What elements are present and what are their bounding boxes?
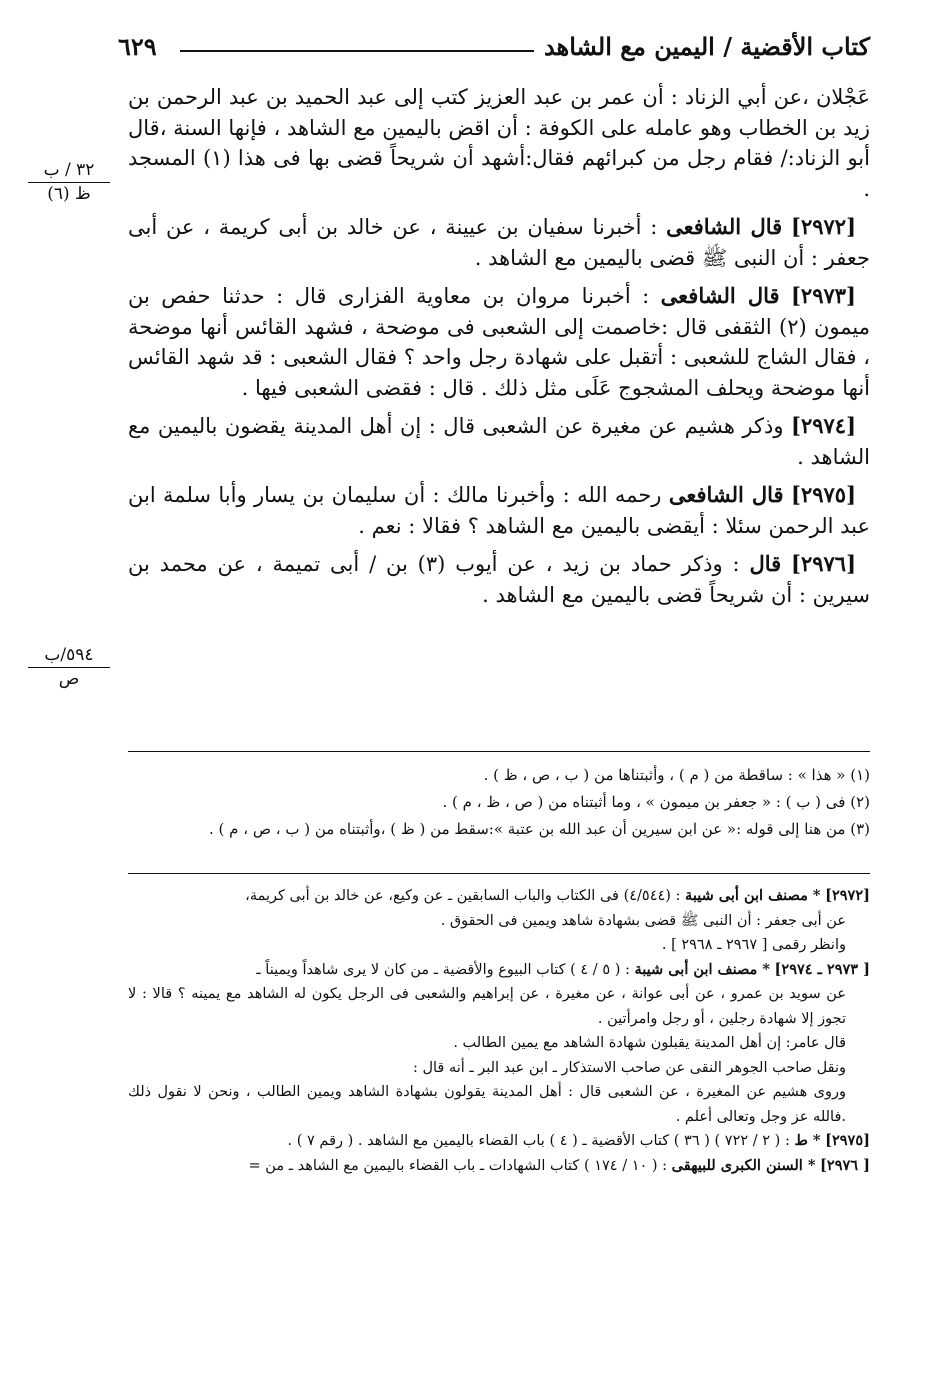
takhrij-number: [٢٩٧٥]: [825, 1132, 870, 1149]
margin-note-top: ٣٢ / ب: [28, 160, 110, 183]
header-title: كتاب الأقضية / اليمين مع الشاهد: [534, 32, 870, 61]
takhrij-rule: [128, 873, 870, 874]
paragraph-text: : أخبرنا سفيان بن عيينة ، عن خالد بن أبى كريمة ، عن أبى جعفر : أن النبى ﷺ قضى باليمين مع الشاهد .: [128, 215, 870, 270]
takhrij-text: : ( ١٠ / ١٧٤ ) كتاب الشهادات ـ باب القضاء باليمين مع الشاهد ـ من =: [248, 1157, 668, 1174]
paragraph-number: [٢٩٧٢]: [791, 214, 856, 239]
takhrij-source: * ط: [794, 1132, 821, 1149]
takhrij-text: قال عامر: إن أهل المدينة يقبلون شهادة الشاهد مع يمين الطالب .: [453, 1035, 846, 1051]
takhrij-text: وانظر رقمى [ ٢٩٦٧ ـ ٢٩٦٨ ] .: [661, 937, 846, 953]
paragraph-number: [٢٩٧٥]: [791, 482, 856, 507]
takhrij-entry: [128, 933, 870, 958]
paragraph-text: رحمه الله : وأخبرنا مالك : أن سليمان بن يسار وأبا سلمة ابن عبد الرحمن سئلا : أيقضى باليمين مع الشاهد ؟ فقالا : نعم .: [128, 483, 870, 538]
paragraph-speaker: قال الشافعى: [666, 214, 783, 239]
takhrij-entry: [128, 1031, 870, 1056]
margin-note-bottom: ص: [58, 669, 80, 689]
paragraph-text: عَجْلان ،عن أبي الزناد : أن عمر بن عبد العزيز كتب إلى عبد الحميد بن عبد الرحمن بن زيد بن الخطاب وهو عامله على الكوفة : أن اقض باليمين مع الشاهد ، فإنها السنة ،قال أبو الزناد:/ فقام رجل من كبرائهم فقال:أشهد أن شريحاً قضى بها فى هذا (١) المسجد .: [128, 85, 870, 201]
paragraph-speaker: قال الشافعى: [660, 283, 780, 308]
footnote: (١) « هذا » : ساقطة من ( م ) ، وأثبتناها من ( ب ، ص ، ظ ) .: [483, 766, 870, 784]
takhrij-entry: [128, 1080, 870, 1129]
takhrij-text: وروى هشيم عن المغيرة ، عن الشعبى قال : أهل المدينة يقولون بشهادة الشاهد ويمين الطالب ، ونحن لا نقول ذلك .فالله عز وجل وتعالى أعلم .: [128, 1084, 846, 1125]
takhrij-text: : (٤/٥٤٤) فى الكتاب والباب السابقين ـ عن وكيع، عن خالد بن أبى كريمة،: [245, 888, 681, 904]
text-paragraph: [128, 281, 870, 403]
takhrij-entry: [128, 909, 870, 934]
takhrij-entry: [128, 1056, 870, 1081]
takhrij-number: [٢٩٧٢]: [825, 887, 870, 904]
takhrij-entry: [128, 1154, 870, 1179]
takhrij-text: ونقل صاحب الجوهر النقى عن صاحب الاستذكار ـ ابن عبد البر ـ أنه قال :: [412, 1059, 846, 1076]
takhrij-references: [128, 884, 870, 1178]
takhrij-source: * مصنف ابن أبى شيبة: [634, 960, 770, 978]
text-paragraph: [128, 212, 870, 273]
paragraph-number: [٢٩٧٣]: [790, 283, 856, 308]
takhrij-entry: [128, 958, 870, 983]
paragraph-text: وذكر هشيم عن مغيرة عن الشعبى قال : إن أهل المدينة يقضون باليمين مع الشاهد .: [128, 414, 870, 469]
takhrij-entry: [128, 982, 870, 1031]
paragraph-speaker: قال الشافعى: [668, 482, 784, 507]
text-paragraph: [128, 411, 870, 472]
takhrij-number: [ ٢٩٧٦]: [820, 1156, 870, 1174]
takhrij-text: عن سويد بن عمرو ، عن أبى عوانة ، عن مغيرة ، عن إبراهيم والشعبى فى الرجل يكون له الشاهد مع يمينه ؟ قالا : لا تجوز إلا شهادة رجلين ، أو رجل وامرأتين .: [128, 986, 846, 1027]
takhrij-source: * السنن الكبرى للبيهقى: [671, 1156, 816, 1174]
page-number: ٦٢٩: [118, 32, 165, 61]
main-text: [128, 82, 870, 618]
margin-note-bottom: ظ (٦): [47, 184, 91, 204]
margin-note: [28, 160, 110, 205]
text-paragraph: [128, 480, 870, 541]
paragraph-number: [٢٩٧٦]: [791, 551, 856, 576]
paragraph-text: : وذكر حماد بن زيد ، عن أيوب (٣) بن / أبى تميمة ، عن محمد بن سيرين : أن شريحاً قضى باليمين مع الشاهد .: [128, 552, 870, 607]
running-header: [118, 30, 870, 70]
paragraph-speaker: قال: [749, 551, 782, 576]
header-rule: [180, 50, 590, 52]
footnotes: [128, 762, 870, 843]
footnote: (٢) فى ( ب ) : « جعفر بن ميمون » ، وما أثبتناه من ( ص ، ظ ، م ) .: [442, 793, 870, 811]
takhrij-text: : ( ٥ / ٤ ) كتاب البيوع والأقضية ـ من كان لا يرى شاهداً ويميناً ـ: [256, 961, 630, 978]
takhrij-text: عن أبى جعفر : أن النبى ﷺ قضى بشهادة شاهد ويمين فى الحقوق .: [440, 912, 846, 929]
margin-note-top: ٥٩٤/ب: [28, 645, 110, 668]
footnote-rule: [128, 751, 870, 752]
takhrij-text: : ( ٢ / ٧٢٢ ) ( ٣٦ ) كتاب الأقضية ـ ( ٤ ) باب القضاء باليمين مع الشاهد . ( رقم ٧ ) .: [287, 1133, 790, 1149]
paragraph-text: : أخبرنا مروان بن معاوية الفزارى قال : حدثنا حفص بن ميمون (٢) الثقفى قال :خاصمت إلى الشعبى فى موضحة ، فشهد القائس أنها موضحة ، فقال الشاج للشعبى : أتقبل على شهادة رجل واحد ؟ فقال الشعبى : قد شهد القائس أنها موضحة ويحلف المشجوج عَلَى مثل ذلك . قال : فقضى الشعبى فيها .: [128, 284, 870, 400]
takhrij-entry: [128, 884, 870, 909]
text-paragraph: [128, 82, 870, 204]
takhrij-source: * مصنف ابن أبى شيبة: [685, 887, 821, 904]
paragraph-number: [٢٩٧٤]: [791, 413, 856, 438]
margin-note: [28, 645, 110, 690]
takhrij-number: [ ٢٩٧٣ ـ ٢٩٧٤]: [774, 960, 870, 978]
takhrij-entry: [128, 1129, 870, 1154]
footnote: (٣) من هنا إلى قوله :« عن ابن سيرين أن عبد الله بن عتبة »:سقط من ( ظ ) ،وأثبتناه من ( ب ، ص ، م ) .: [209, 820, 870, 838]
text-paragraph: [128, 549, 870, 610]
